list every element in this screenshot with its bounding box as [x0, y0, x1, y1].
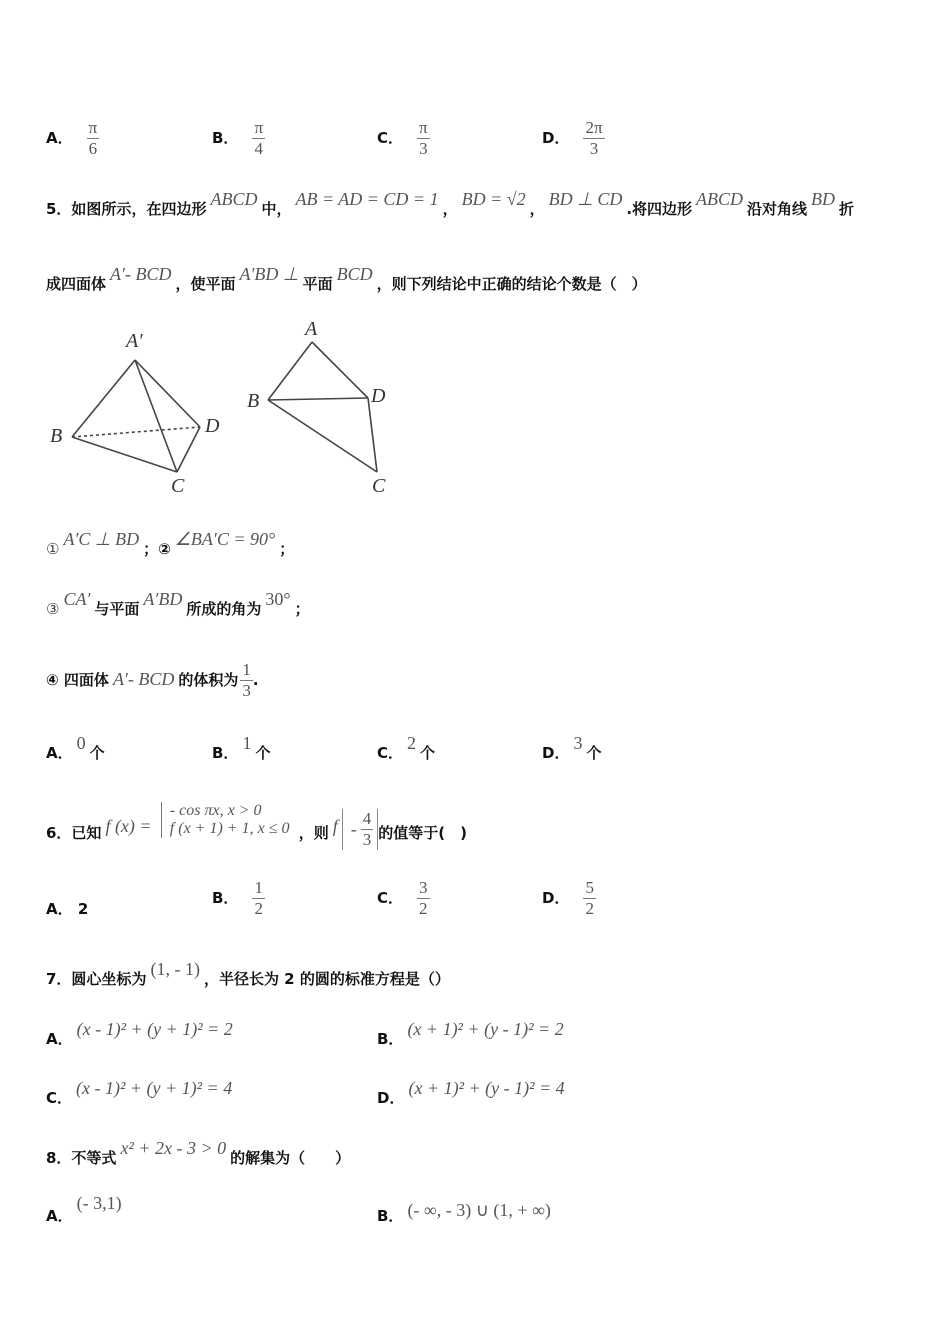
text-segment: 沿对角线 [747, 200, 808, 218]
q6-option-a [46, 898, 88, 919]
q5-statement-4 [46, 660, 259, 701]
text-segment: ① [46, 540, 60, 558]
text-segment: A． [46, 1207, 73, 1225]
label-a2: A [305, 318, 318, 340]
text-segment: 2 [585, 899, 594, 918]
text-segment: BCD [336, 264, 373, 284]
text-segment: π [88, 118, 98, 137]
text-segment: CA′ [63, 589, 91, 609]
q5-statement-3 [46, 589, 310, 619]
text-segment: A′BD ⊥ [239, 264, 299, 284]
text-segment: x² + 2x - 3 > 0 [120, 1138, 227, 1158]
text-segment: 0 [76, 733, 86, 753]
text-segment: 所成的角为 [186, 600, 262, 618]
text-segment: .将四边形 [626, 200, 693, 218]
text-segment: C． [377, 744, 404, 762]
text-segment: f [332, 816, 338, 836]
text-segment: (1, - 1) [150, 959, 200, 979]
label-b: B [50, 425, 63, 447]
text-segment: 3 [419, 139, 428, 158]
q4-option-a [46, 118, 99, 159]
text-segment: AB = AD = CD = 1 [295, 189, 439, 209]
text-segment: D． [542, 744, 570, 762]
text-segment: 30° [265, 589, 291, 609]
text-segment: BD = √2 [461, 189, 526, 209]
text-segment: ， [442, 200, 458, 218]
text-segment: 1 [254, 878, 263, 897]
text-segment: ④ 四面体 [46, 671, 109, 689]
edge-a-prime-b [72, 360, 135, 437]
text-segment: 4 [362, 809, 372, 828]
text-segment: 中， [261, 200, 292, 218]
q4-option-d [542, 118, 605, 159]
text-segment: A′- BCD [112, 669, 175, 689]
text-segment: 2 [77, 900, 89, 918]
label-d2: D [371, 385, 386, 407]
text-segment: 8．不等式 [46, 1149, 117, 1167]
label-c: C [171, 475, 185, 497]
text-segment: A． [46, 129, 73, 147]
q7-option-d [377, 1078, 569, 1108]
text-segment: ； [279, 540, 295, 558]
text-segment: f (x + 1) + 1, x ≤ 0 [169, 819, 290, 837]
text-segment: 5 [585, 878, 594, 897]
text-segment: 个 [89, 744, 105, 762]
text-segment: . [252, 671, 259, 689]
text-segment: (x + 1)² + (y - 1)² = 2 [407, 1019, 564, 1039]
q6-option-c [377, 878, 430, 919]
text-segment: π [254, 118, 264, 137]
text-segment: ， [529, 200, 545, 218]
text-segment: 的解集为（ ） [230, 1149, 351, 1167]
q4-option-b [212, 118, 265, 159]
text-segment: A． [46, 744, 73, 762]
text-segment: A′BD [143, 589, 183, 609]
text-segment: 7．圆心坐标为 [46, 970, 147, 988]
text-segment: 3 [573, 733, 583, 753]
text-segment: (- ∞, - 3) ∪ (1, + ∞) [407, 1200, 551, 1220]
text-segment: D． [542, 889, 570, 907]
q5-option-c [377, 733, 436, 763]
text-segment: D． [377, 1089, 405, 1107]
text-segment: ，使平面 [175, 275, 236, 293]
text-segment: ，半径长为 2 的圆的标准方程是（） [203, 970, 450, 988]
text-segment: B． [377, 1030, 404, 1048]
text-segment: 5．如图所示，在四边形 [46, 200, 207, 218]
text-segment: 平面 [302, 275, 333, 293]
piecewise-definition [161, 802, 294, 838]
q7-option-c [46, 1078, 236, 1108]
q7-option-b [377, 1019, 568, 1049]
text-segment: π [419, 118, 428, 137]
q5-figure [40, 315, 400, 500]
text-segment: C． [377, 129, 404, 147]
text-segment: ③ [46, 600, 60, 618]
text-segment: ABCD [696, 189, 744, 209]
q5-stem-line2 [46, 264, 647, 294]
text-segment: 3 [419, 878, 428, 897]
text-segment: 3 [589, 139, 599, 158]
text-segment: 的值等于( ) [378, 824, 467, 842]
text-segment: ∠BA′C = 90° [174, 529, 276, 549]
text-segment: BD ⊥ CD [548, 189, 623, 209]
text-segment: A． [46, 900, 73, 918]
text-segment: 3 [242, 681, 251, 700]
text-segment: B． [212, 889, 239, 907]
text-segment: C． [46, 1089, 73, 1107]
text-segment: (x - 1)² + (y + 1)² = 4 [76, 1078, 233, 1098]
text-segment: B． [377, 1207, 404, 1225]
q4-option-c [377, 118, 430, 159]
label-c2: C [372, 475, 386, 497]
text-segment: 3 [362, 830, 372, 849]
text-segment: - [350, 819, 357, 839]
text-segment: 4 [254, 139, 263, 158]
text-segment: D． [542, 129, 570, 147]
text-segment: 2π [585, 118, 603, 137]
text-segment: C． [377, 889, 404, 907]
q8-option-a [46, 1193, 126, 1226]
text-segment: 个 [420, 744, 436, 762]
q8-stem [46, 1138, 351, 1168]
q6-stem [46, 801, 467, 854]
text-segment: 折 [839, 200, 855, 218]
text-segment: 1 [242, 660, 251, 679]
label-a-prime: A′ [126, 330, 143, 352]
text-segment: 2 [407, 733, 417, 753]
q7-stem [46, 959, 450, 989]
label-b2: B [247, 390, 260, 412]
text-segment: 个 [586, 744, 602, 762]
text-segment: 的体积为 [178, 671, 239, 689]
q5-option-a [46, 733, 105, 763]
text-segment: ； [294, 600, 310, 618]
text-segment: A． [46, 1030, 73, 1048]
text-segment: 2 [254, 899, 263, 918]
text-segment: B． [212, 744, 239, 762]
text-segment: ，则下列结论中正确的结论个数是（ ） [376, 275, 647, 293]
text-segment: 2 [419, 899, 428, 918]
q5-option-d [542, 733, 602, 763]
text-segment: 6 [88, 139, 98, 158]
text-segment: 个 [255, 744, 271, 762]
text-segment: ；② [143, 540, 171, 558]
text-segment: 1 [242, 733, 252, 753]
text-segment: BD [811, 189, 836, 209]
text-segment: 成四面体 [46, 275, 107, 293]
text-segment: 6．已知 [46, 824, 102, 842]
q6-option-b [212, 878, 265, 919]
text-segment: (x + 1)² + (y - 1)² = 4 [408, 1078, 565, 1098]
text-segment: (x - 1)² + (y + 1)² = 2 [76, 1019, 233, 1039]
q8-option-b [377, 1200, 555, 1226]
text-segment: f (x) = [105, 816, 152, 836]
text-segment: A′C ⊥ BD [63, 529, 140, 549]
text-segment: ABCD [210, 189, 258, 209]
q7-option-a [46, 1019, 237, 1049]
q5-statements-1-2 [46, 529, 295, 559]
q6-option-d [542, 878, 596, 919]
text-segment: 与平面 [94, 600, 140, 618]
q5-stem-line1 [46, 189, 855, 219]
text-segment: ，则 [298, 824, 329, 842]
label-d: D [205, 415, 220, 437]
text-segment: B． [212, 129, 239, 147]
text-segment: - cos πx, x > 0 [169, 801, 262, 819]
text-segment: (- 3,1) [76, 1193, 122, 1213]
q5-option-b [212, 733, 271, 763]
text-segment: A′- BCD [110, 264, 172, 284]
